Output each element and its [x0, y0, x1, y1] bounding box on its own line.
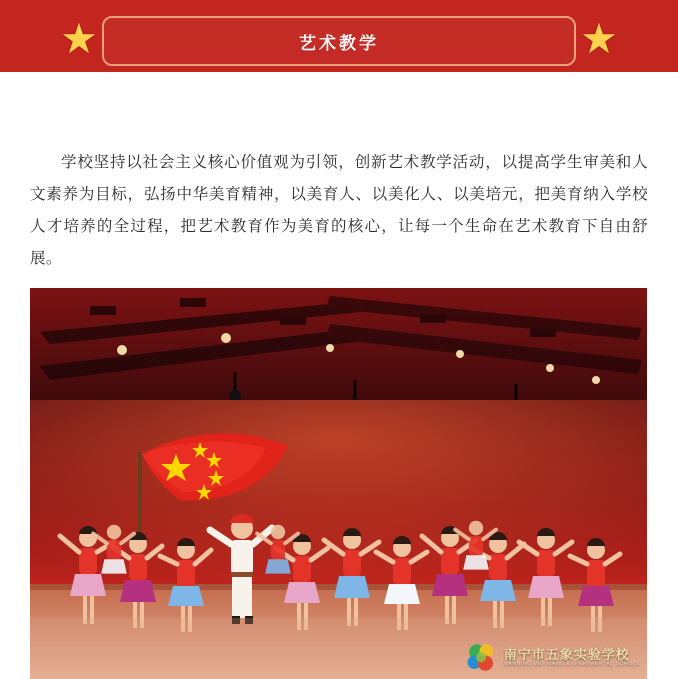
card-inner	[0, 116, 678, 679]
stage-performance-photo	[30, 288, 647, 679]
watermark	[465, 641, 641, 675]
card-wave-decoration	[0, 71, 678, 119]
school-logo-icon	[465, 641, 499, 675]
star-icon: ★	[60, 15, 98, 62]
page-title-box	[102, 16, 576, 66]
content-card	[0, 72, 678, 679]
page-title: 艺术教学	[299, 33, 379, 53]
watermark-title: 南宁市五象实验学校	[503, 647, 630, 663]
photo-illustration	[30, 288, 647, 679]
watermark-text	[504, 648, 641, 667]
article-paragraph: 学校坚持以社会主义核心价值观为引领，创新艺术教学活动，以提高学生审美和人文素养为目标，弘扬中华美育精神，以美育人、以美化人、以美培元，把美育纳入学校人才培养的全过程，把艺术教育作为美育的核心，让每一个生命在艺术教育下自由舒展。	[30, 153, 648, 267]
star-icon: ★	[580, 15, 618, 62]
watermark-subtitle: NANNING WU XIANG EXPERIMENTAL SCHOOL	[503, 660, 641, 667]
header-banner	[0, 0, 678, 78]
